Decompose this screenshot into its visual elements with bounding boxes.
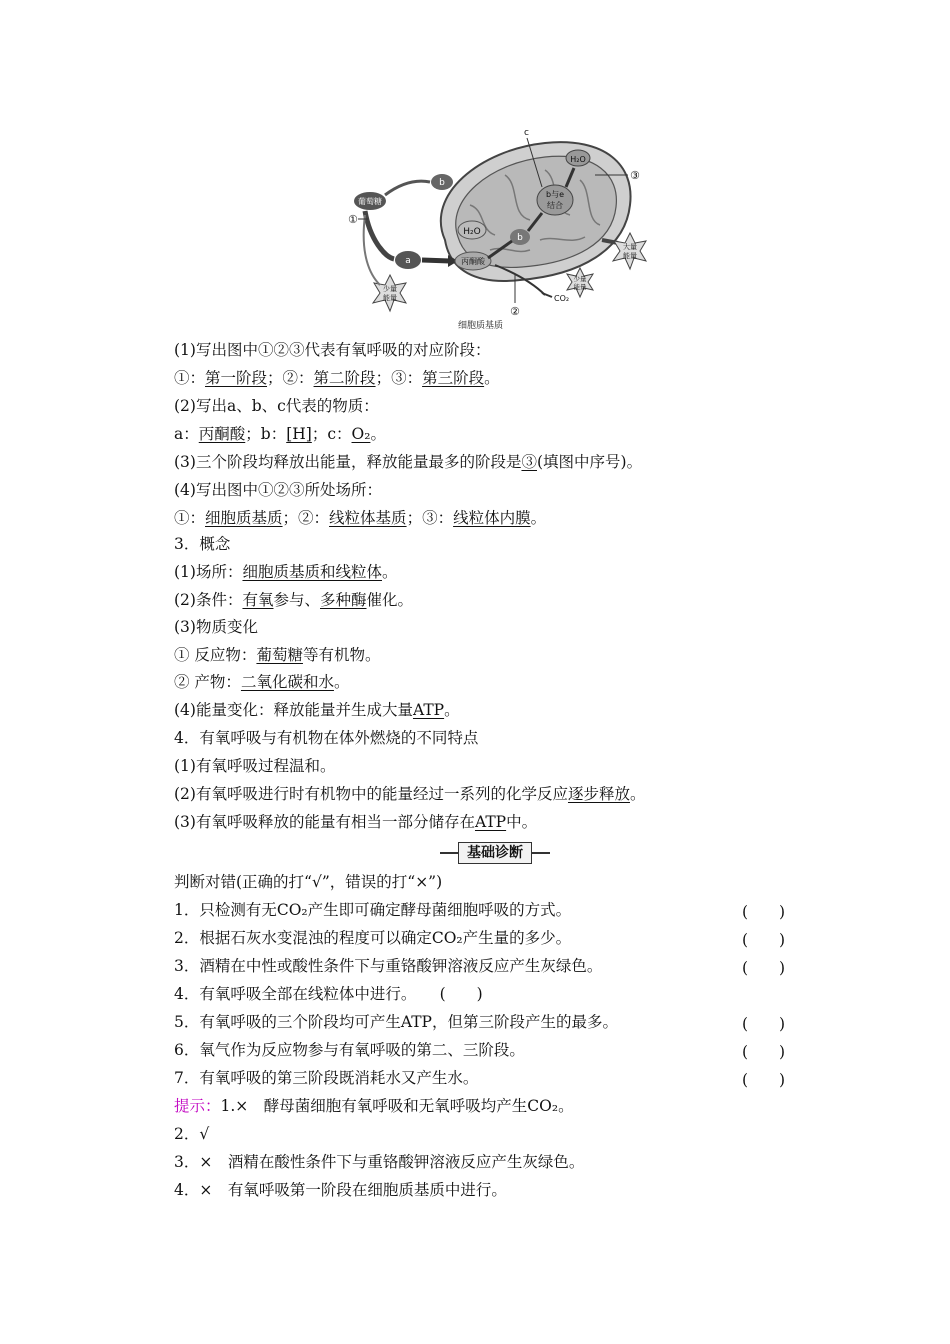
- concept-condition: (2)条件：有氧参与、多种酶催化。: [174, 591, 414, 609]
- hint-label: 提示：: [174, 1097, 221, 1115]
- svg-text:少量: 少量: [573, 275, 587, 283]
- answer-paren-2: ( ): [742, 931, 786, 949]
- b-e-label-1: b与e: [546, 190, 564, 199]
- answer-paren-3: ( ): [742, 959, 786, 977]
- co2-label: CO₂: [554, 294, 570, 303]
- hint-3: 3．× 酒精在酸性条件下与重铬酸钾溶液反应产生灰绿色。: [174, 1153, 585, 1171]
- small-energy-right: [567, 268, 593, 297]
- judge-item-6: 6．氧气作为反应物参与有氧呼吸的第二、三阶段。: [174, 1041, 525, 1059]
- b-label-mid: b: [517, 233, 523, 243]
- hint-4: 4．× 有氧呼吸第一阶段在细胞质基质中进行。: [174, 1181, 507, 1199]
- question-1: (1)写出图中①②③代表有氧呼吸的对应阶段：: [174, 341, 491, 359]
- label-stage-2: ②: [510, 305, 520, 318]
- concept-reactant: ① 反应物：葡萄糖等有机物。: [174, 646, 381, 664]
- arrow-a-pyruvate: [422, 260, 450, 261]
- answer-paren-5: ( ): [742, 1015, 786, 1033]
- hint-1: 提示：1.× 酵母菌细胞有氧呼吸和无氧呼吸均产生CO₂。: [174, 1097, 574, 1115]
- answer-paren-1: ( ): [742, 903, 786, 921]
- judge-item-2: 2．根据石灰水变混浊的程度可以确定CO₂产生量的多少。: [174, 929, 572, 947]
- pyruvate-label: 丙酮酸: [461, 257, 485, 266]
- b-label-top: b: [439, 178, 445, 188]
- feature-3: (3)有氧呼吸释放的能量有相当一部分储存在ATP中。: [174, 813, 538, 831]
- question-4: (4)写出图中①②③所处场所：: [174, 481, 382, 499]
- svg-text:能量: 能量: [383, 294, 397, 302]
- feature-2: (2)有氧呼吸进行时有机物中的能量经过一系列的化学反应逐步释放。: [174, 785, 646, 803]
- section-3-heading: 3．概念: [174, 535, 231, 553]
- concept-product: ② 产物：二氧化碳和水。: [174, 673, 350, 691]
- label-stage-3: ③: [630, 169, 640, 182]
- concept-material-change: (3)物质变化: [174, 618, 258, 636]
- answer-1: ①：第一阶段；②：第二阶段；③：第三阶段。: [174, 369, 500, 387]
- answer-2: a：丙酮酸；b：[H]；c：O₂。: [174, 425, 386, 443]
- section-4-heading: 4．有氧呼吸与有机物在体外燃烧的不同特点: [174, 729, 479, 747]
- glucose-label: 葡萄糖: [358, 197, 382, 206]
- svg-text:少量: 少量: [383, 285, 397, 293]
- judge-item-3: 3．酒精在中性或酸性条件下与重铬酸钾溶液反应产生灰绿色。: [174, 957, 603, 975]
- concept-energy-change: (4)能量变化：释放能量并生成大量ATP。: [174, 701, 460, 719]
- h2o-label-top: H₂O: [570, 155, 586, 164]
- small-energy-left: [373, 275, 406, 311]
- aerobic-respiration-diagram: [330, 125, 650, 335]
- badge-label: 基础诊断: [458, 842, 532, 864]
- feature-1: (1)有氧呼吸过程温和。: [174, 757, 336, 775]
- h2o-label-mid: H₂O: [463, 227, 481, 237]
- judge-item-4: 4．有氧呼吸全部在线粒体中进行。 ( ): [174, 985, 483, 1003]
- judge-item-1: 1．只检测有无CO₂产生即可确定酵母菌细胞呼吸的方式。: [174, 901, 572, 919]
- concept-location: (1)场所：细胞质基质和线粒体。: [174, 563, 398, 581]
- hint-2: 2．√: [174, 1125, 210, 1143]
- a-label: a: [405, 256, 411, 266]
- arrow-glucose-a: [365, 211, 394, 259]
- answer-paren-6: ( ): [742, 1043, 786, 1061]
- svg-text:能量: 能量: [573, 283, 587, 291]
- judge-item-7: 7．有氧呼吸的第三阶段既消耗水又产生水。: [174, 1069, 479, 1087]
- judge-intro: 判断对错(正确的打“√”，错误的打“×”): [174, 873, 443, 891]
- label-c: c: [524, 128, 529, 138]
- b-e-label-2: 结合: [547, 201, 563, 210]
- svg-text:能量: 能量: [623, 252, 637, 260]
- arrow-glucose-b: [385, 181, 430, 195]
- answer-paren-7: ( ): [742, 1071, 786, 1089]
- svg-text:大量: 大量: [623, 243, 637, 251]
- answer-4: ①：细胞质基质；②：线粒体基质；③：线粒体内膜。: [174, 509, 547, 527]
- cytoplasm-matrix-caption: 细胞质基质: [458, 321, 504, 331]
- question-3: (3)三个阶段均释放出能量，释放能量最多的阶段是③(填图中序号)。: [174, 453, 643, 471]
- judge-item-5: 5．有氧呼吸的三个阶段均可产生ATP，但第三阶段产生的最多。: [174, 1013, 618, 1031]
- label-stage-1: ①: [348, 213, 358, 226]
- question-2: (2)写出a、b、c代表的物质：: [174, 397, 379, 415]
- basic-diagnosis-badge: [440, 842, 550, 864]
